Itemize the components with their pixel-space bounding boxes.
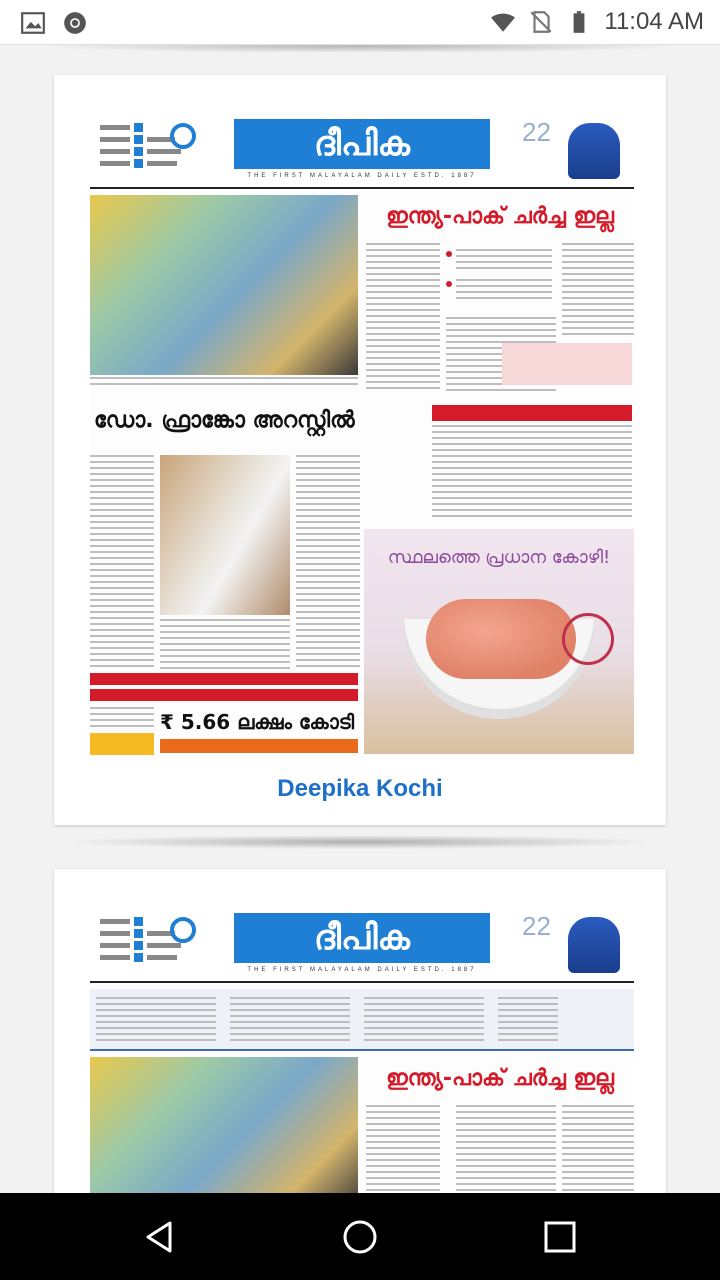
article-columns bbox=[160, 619, 290, 669]
agency-logo-icon bbox=[170, 917, 196, 943]
article-columns bbox=[366, 243, 440, 393]
article-columns bbox=[562, 243, 634, 337]
newspaper-tagline: THE FIRST MALAYALAM DAILY ESTD. 1887 bbox=[247, 967, 477, 973]
recents-icon[interactable] bbox=[538, 1215, 582, 1259]
newspaper-thumbnail[interactable] bbox=[90, 905, 634, 1193]
newspaper-card[interactable] bbox=[54, 75, 666, 825]
clock: 11:04 AM bbox=[604, 8, 704, 35]
yellow-box bbox=[90, 733, 154, 755]
second-headline: ഡോ. ഫ്രാങ്കോ അറസ്റ്റിൽ bbox=[94, 408, 355, 433]
chrome-icon bbox=[62, 10, 88, 36]
lead-photo bbox=[90, 195, 358, 375]
masthead-contacts bbox=[100, 913, 210, 973]
no-sim-icon bbox=[528, 9, 554, 35]
orange-banner bbox=[160, 739, 358, 753]
advertisement bbox=[364, 529, 634, 754]
promo-number: 22 bbox=[522, 911, 551, 941]
headline-bullets bbox=[446, 245, 556, 315]
newspaper-card[interactable] bbox=[54, 869, 666, 1193]
cricketer-image bbox=[568, 123, 620, 179]
masthead-promo bbox=[516, 117, 626, 181]
article-columns bbox=[90, 455, 154, 667]
article-columns bbox=[90, 707, 154, 731]
newspaper-tagline: THE FIRST MALAYALAM DAILY ESTD. 1887 bbox=[247, 173, 477, 179]
red-banner bbox=[90, 689, 358, 701]
newspaper-logo: ദീപിക bbox=[234, 119, 490, 169]
lead-headline: ഇന്ത്യ-പാക് ചർച്ച ഇല്ല bbox=[386, 1066, 614, 1091]
teaser-strip bbox=[90, 989, 634, 1051]
lead-headline: ഇന്ത്യ-പാക് ചർച്ച ഇല്ല bbox=[386, 204, 614, 229]
price-headline: ₹ 5.66 ലക്ഷം കോടി bbox=[160, 710, 355, 734]
card-separator bbox=[60, 835, 660, 849]
red-banner bbox=[90, 673, 358, 685]
back-icon[interactable] bbox=[138, 1215, 182, 1259]
promo-number: 22 bbox=[522, 117, 551, 147]
newspaper-title[interactable]: Deepika Kochi bbox=[277, 775, 443, 802]
red-strip bbox=[432, 405, 632, 421]
ad-seal-icon bbox=[562, 613, 614, 665]
article-columns bbox=[432, 425, 632, 521]
photo-caption bbox=[90, 377, 358, 385]
lead-photo bbox=[90, 1057, 358, 1193]
chicken-image bbox=[426, 599, 576, 679]
cricketer-image bbox=[568, 917, 620, 973]
newspaper-feed[interactable] bbox=[0, 45, 720, 1193]
masthead bbox=[90, 111, 634, 189]
status-bar bbox=[0, 0, 720, 45]
navigation-bar bbox=[0, 1193, 720, 1280]
newspaper-logo: ദീപിക bbox=[234, 913, 490, 963]
image-icon bbox=[20, 10, 46, 36]
scroll-shadow bbox=[40, 45, 680, 53]
promo-box bbox=[502, 343, 632, 385]
article-columns bbox=[456, 1105, 556, 1193]
newspaper-thumbnail[interactable] bbox=[90, 111, 634, 756]
article-columns bbox=[366, 1105, 440, 1193]
wifi-icon bbox=[490, 9, 516, 35]
agency-logo-icon bbox=[170, 123, 196, 149]
masthead-promo bbox=[516, 911, 626, 975]
home-icon[interactable] bbox=[338, 1215, 382, 1259]
second-photo bbox=[160, 455, 290, 615]
battery-icon bbox=[566, 9, 592, 35]
article-columns bbox=[296, 455, 360, 667]
article-columns bbox=[562, 1105, 634, 1193]
masthead-contacts bbox=[100, 119, 210, 179]
ad-text: സ്ഥലത്തെ പ്രധാന കോഴി! bbox=[387, 547, 611, 568]
masthead bbox=[90, 905, 634, 983]
